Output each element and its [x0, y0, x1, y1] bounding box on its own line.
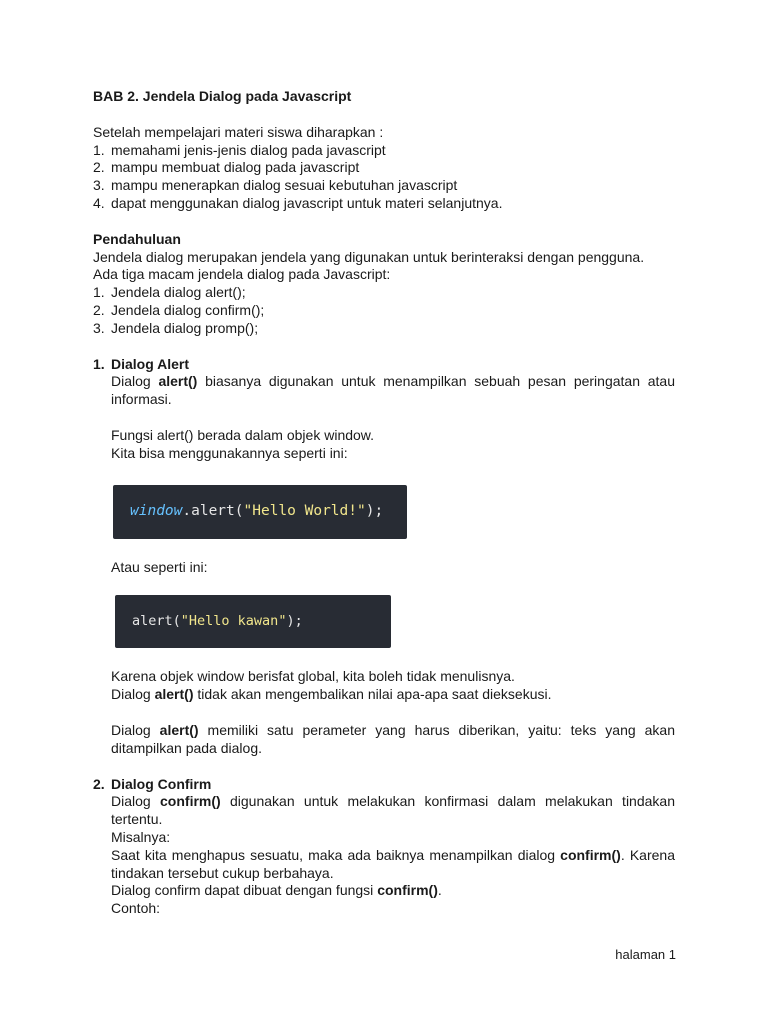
section-heading-alert: 1. Dialog Alert: [93, 355, 190, 372]
confirm-paragraph: Dialog confirm dapat dibuat dengan fungsi confirm().: [111, 882, 442, 899]
confirm-paragraph: Misalnya:: [111, 828, 171, 845]
list-item: 1. Jendela dialog alert();: [93, 284, 246, 301]
code-block-alert: alert( "Hello kawan" );: [115, 595, 391, 648]
pendahuluan-paragraph: Ada tiga macam jendela dialog pada Javascript:: [93, 266, 391, 283]
page-number: halaman 1: [615, 947, 676, 962]
alert-paragraph: Atau seperti ini:: [111, 558, 208, 575]
alert-paragraph: Karena objek window berisfat global, kita boleh tidak menulisnya.: [111, 668, 515, 685]
alert-paragraph: Fungsi alert() berada dalam objek window.: [111, 426, 375, 443]
confirm-paragraph: Saat kita menghapus sesuatu, maka ada baiknya menampilkan dialog confirm(). Karena tindakan tersebut cukup berbahaya.: [111, 846, 675, 881]
document-page: [93, 88, 675, 918]
list-item: 1. memahami jenis-jenis dialog pada javascript: [93, 141, 386, 158]
alert-paragraph: Dialog alert() memiliki satu perameter yang harus diberikan, yaitu: teks yang akan ditampilkan pada dialog.: [111, 721, 675, 756]
pendahuluan-heading: Pendahuluan: [93, 230, 181, 247]
objectives-list: [93, 142, 675, 213]
confirm-paragraph: Contoh:: [111, 900, 161, 917]
chapter-title: BAB 2. Jendela Dialog pada Javascript: [93, 88, 352, 104]
list-item: 2. mampu membuat dialog pada javascript: [93, 159, 360, 176]
code-keyword: window: [130, 502, 183, 519]
list-item: 4. dapat menggunakan dialog javascript untuk materi selanjutnya.: [93, 194, 503, 211]
alert-paragraph: Dialog alert() biasanya digunakan untuk menampilkan sebuah pesan peringatan atau informasi.: [111, 373, 675, 408]
pendahuluan-paragraph: Jendela dialog merupakan jendela yang digunakan untuk berinteraksi dengan pengguna.: [93, 248, 645, 265]
list-item: 3. mampu menerapkan dialog sesuai kebutuhan javascript: [93, 177, 458, 194]
alert-paragraph: Dialog alert() tidak akan mengembalikan nilai apa-apa saat dieksekusi.: [111, 686, 552, 703]
confirm-paragraph: Dialog confirm() digunakan untuk melakukan konfirmasi dalam melakukan tindakan tertentu.: [111, 793, 675, 828]
code-block-window-alert: window .alert( "Hello World!" );: [113, 485, 407, 539]
alert-paragraph: Kita bisa menggunakannya seperti ini:: [111, 444, 348, 461]
code-string: "Hello World!": [243, 502, 366, 519]
section-heading-confirm: 2. Dialog Confirm: [93, 775, 212, 792]
code-string: "Hello kawan": [180, 612, 287, 629]
dialog-types-list: [93, 284, 675, 337]
intro-text: Setelah mempelajari materi siswa diharapkan :: [93, 123, 384, 140]
list-item: 2. Jendela dialog confirm();: [93, 301, 265, 318]
list-item: 3. Jendela dialog promp();: [93, 319, 259, 336]
